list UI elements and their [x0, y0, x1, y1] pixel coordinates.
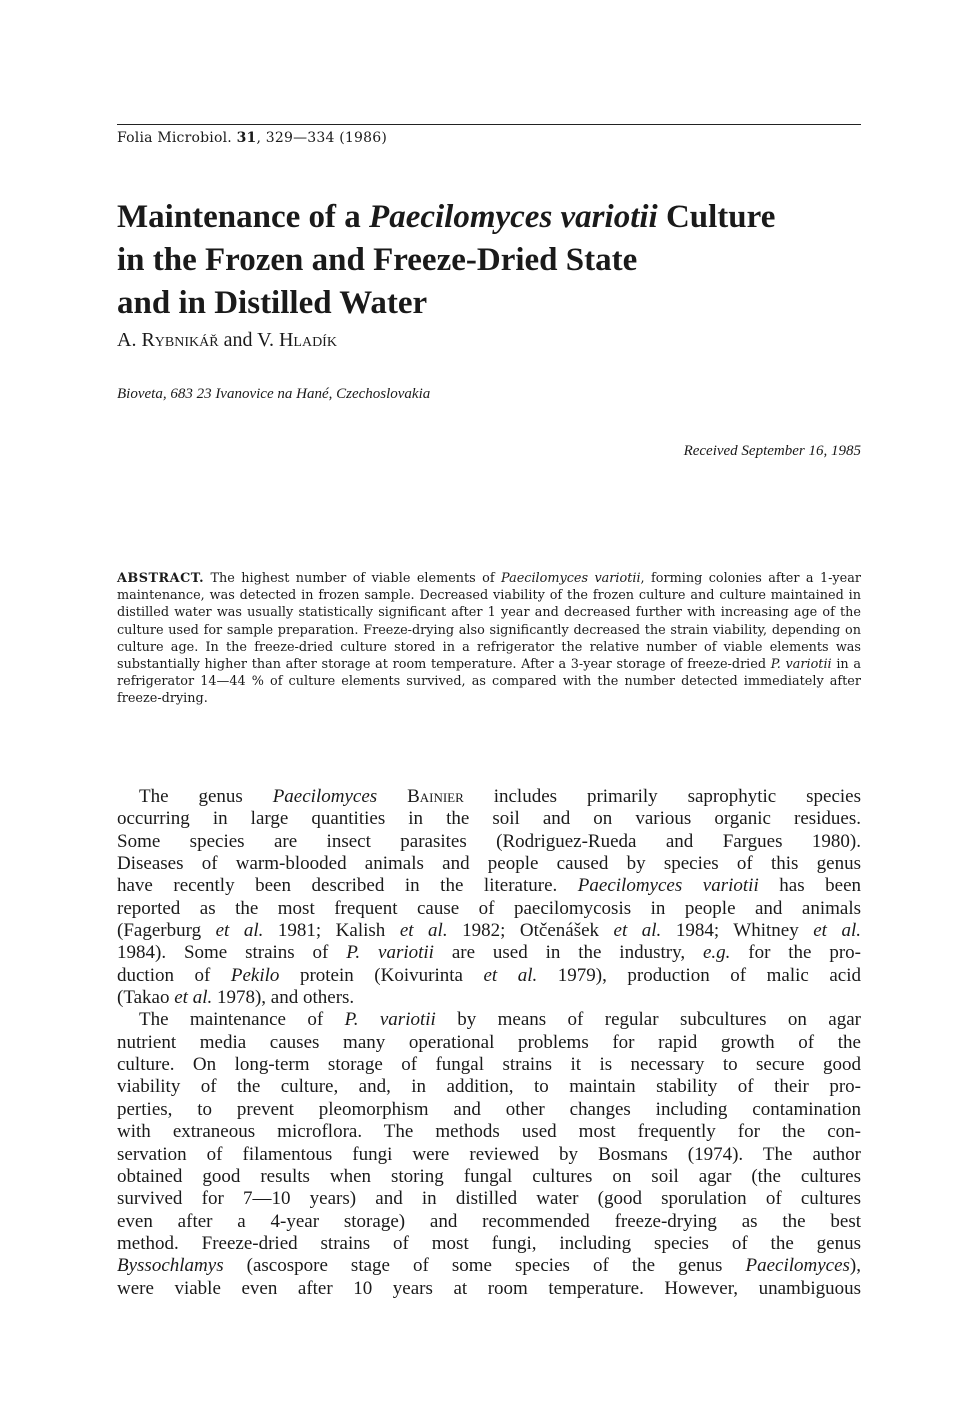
- header-rule: [117, 124, 861, 125]
- body-line: (Fagerburg et al. 1981; Kalish et al. 1982; Otčenášek et al. 1984; Whitney et al.: [117, 920, 861, 942]
- title-text: Maintenance of a: [117, 199, 370, 235]
- body-line: Some species are insect parasites (Rodriguez-Rueda and Fargues 1980).: [117, 830, 861, 852]
- received-date: Received September 16, 1985: [683, 443, 861, 459]
- author-2-initial: V.: [257, 329, 279, 351]
- body-line: 1984). Some strains of P. variotii are used in the industry, e.g. for the pro-: [117, 942, 861, 964]
- abstract-text: , forming colonies after a 1-year maintenance, was detected in frozen sample. Decreased viability of the frozen culture and culture maintained in distilled water was usually statistically significant after 1 year and decreased further with increasing age of the culture used for sample preparation. Freeze-drying also significantly decreased the strain viability, depending on culture age. In the freeze-dried culture stored in a refrigerator the relative number of viable elements was substantially higher than after storage at room temperature. After a 3-year storage of freeze-dried: [117, 571, 861, 673]
- body-line: even after a 4-year storage) and recommended freeze-drying as the best: [117, 1210, 861, 1232]
- body-line: occurring in large quantities in the soil and on various organic residues.: [117, 808, 861, 830]
- title-line-2: in the Frozen and Freeze-Dried State: [117, 242, 638, 278]
- article-title: [117, 196, 877, 325]
- title-species: Paecilomyces variotii: [369, 199, 658, 235]
- author-2-name: Hladík: [278, 329, 337, 351]
- body-line: The maintenance of P. variotii by means of regular subcultures on agar: [139, 1009, 861, 1031]
- author-1-name: Rybnikář: [141, 329, 219, 351]
- body-line: survived for 7—10 years) and in distilled water (good sporulation of cultures: [117, 1188, 861, 1210]
- body-line: The genus Paecilomyces Bainier includes primarily saprophytic species: [139, 786, 861, 807]
- abstract-text: The highest number of viable elements of: [204, 571, 502, 586]
- abstract-species: Paecilomyces variotii: [501, 571, 641, 586]
- journal-volume: 31: [236, 130, 257, 146]
- journal-reference: [117, 130, 387, 146]
- body-line: were viable even after 10 years at room temperature. However, unambiguous: [117, 1277, 861, 1299]
- body-line: duction of Pekilo protein (Koivurinta et al. 1979), production of malic acid: [117, 964, 861, 986]
- body-line: viability of the culture, and, in addition, to maintain stability of their pro-: [117, 1076, 861, 1098]
- body-text: [117, 786, 861, 1300]
- journal-pages-year: , 329—334 (1986): [256, 130, 387, 146]
- body-line: culture. On long-term storage of fungal strains it is necessary to secure good: [117, 1054, 861, 1076]
- body-line: reported as the most frequent cause of paecilomycosis in people and animals: [117, 897, 861, 919]
- abstract: [117, 570, 861, 708]
- body-line: Byssochlamys (ascospore stage of some species of the genus Paecilomyces),: [117, 1255, 861, 1277]
- body-line: have recently been described in the literature. Paecilomyces variotii has been: [117, 875, 862, 897]
- journal-name: Folia Microbiol.: [117, 130, 232, 146]
- body-line: method. Freeze-dried strains of most fungi, including species of the genus: [117, 1232, 861, 1254]
- abstract-species: P. variotii: [770, 657, 832, 673]
- body-line: servation of filamentous fungi were reviewed by Bosmans (1974). The author: [117, 1143, 861, 1165]
- abstract-text: in a refrigerator 14—44 % of culture elements survived, as compared with the number detected immediately after freeze-drying.: [117, 657, 861, 707]
- authors: [117, 329, 337, 352]
- body-line: perties, to prevent pleomorphism and other changes including contamination: [117, 1098, 861, 1120]
- title-text: Culture: [657, 199, 776, 235]
- body-line: with extraneous microflora. The methods used most frequently for the con-: [117, 1121, 861, 1143]
- title-line-3: and in Distilled Water: [117, 285, 428, 321]
- author-separator: and: [218, 329, 258, 351]
- body-line: nutrient media causes many operational problems for rapid growth of the: [117, 1031, 861, 1053]
- body-line: obtained good results when storing fungal cultures on soil agar (the cultures: [117, 1165, 861, 1187]
- affiliation: Bioveta, 683 23 Ivanovice na Hané, Czechoslovakia: [117, 386, 431, 402]
- body-line: Diseases of warm-blooded animals and people caused by species of this genus: [117, 853, 861, 875]
- abstract-label: ABSTRACT.: [117, 571, 205, 586]
- title-line-1: [117, 196, 877, 239]
- body-line: (Takao et al. 1978), and others.: [117, 987, 355, 1009]
- author-1-initial: A.: [117, 329, 142, 351]
